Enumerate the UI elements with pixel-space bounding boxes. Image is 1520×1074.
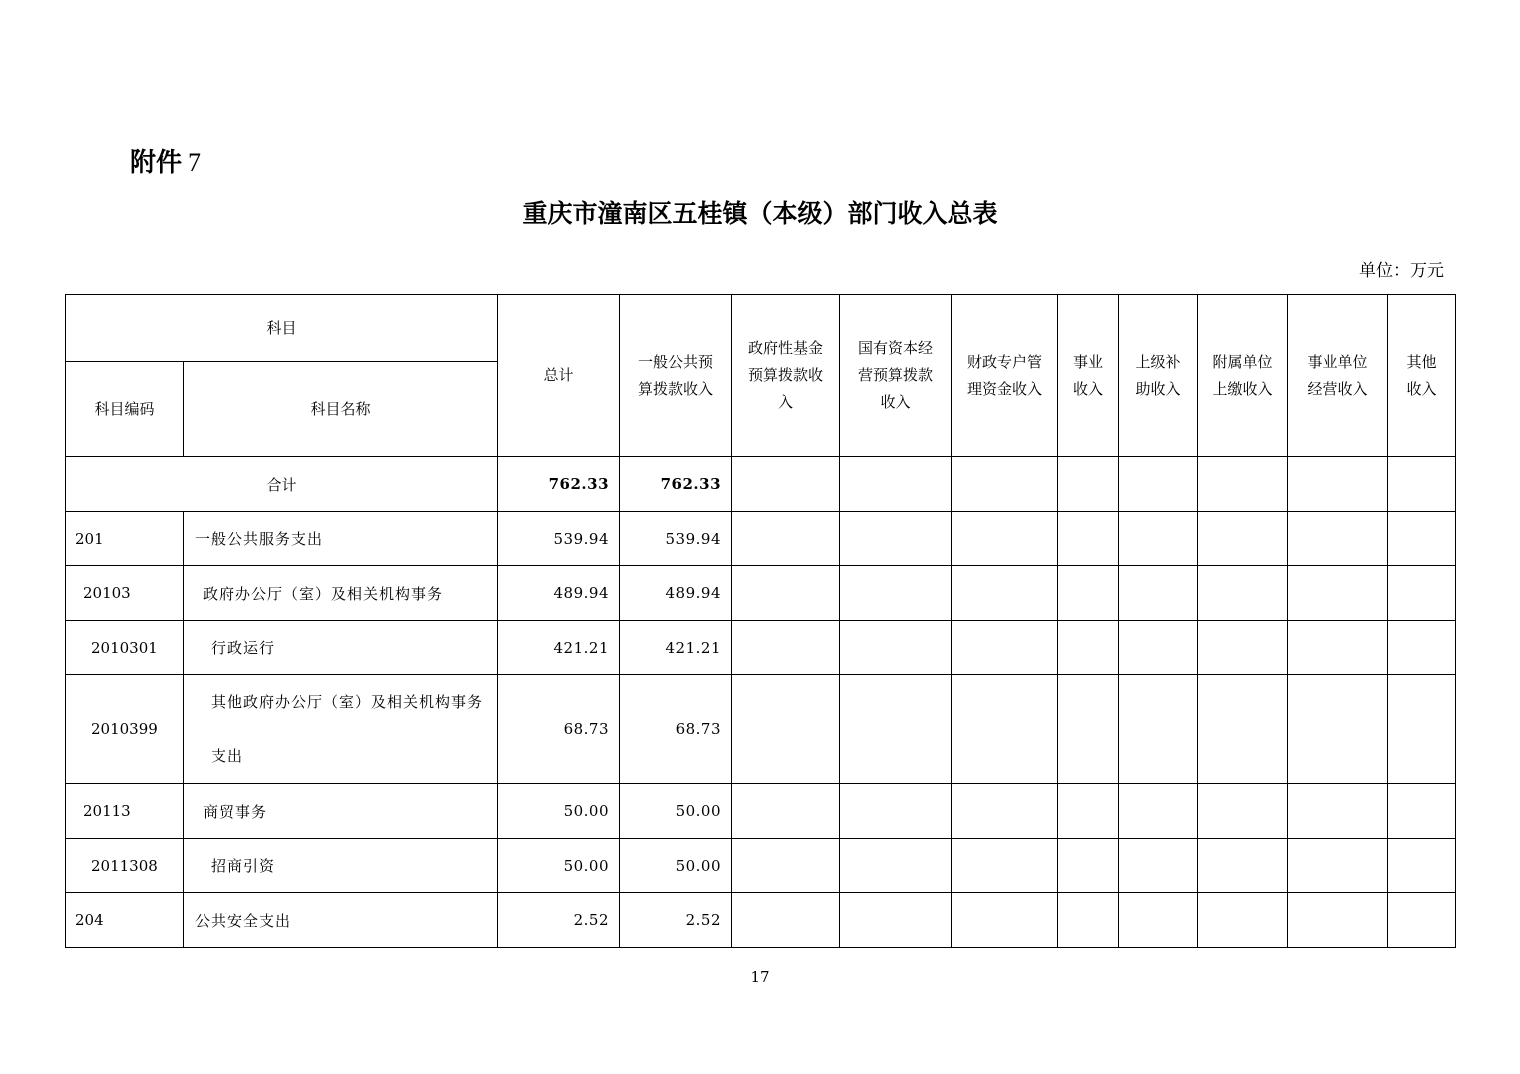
summary-general: 762.33 <box>620 457 732 512</box>
row-general: 50.00 <box>620 784 732 839</box>
header-gov-fund: 政府性基金 预算拨款收 入 <box>732 295 840 457</box>
row-code: 2010399 <box>66 675 184 784</box>
attachment-number: 7 <box>188 148 202 177</box>
row-code: 2011308 <box>66 839 184 893</box>
row-general: 50.00 <box>620 839 732 893</box>
summary-label: 合计 <box>66 457 498 512</box>
header-row-1 <box>66 295 1456 362</box>
page-number: 17 <box>750 968 770 986</box>
header-business-income: 事业 收入 <box>1058 295 1119 457</box>
header-code: 科目编码 <box>66 362 184 457</box>
row-name: 其他政府办公厅（室）及相关机构事务支出 <box>184 675 498 784</box>
header-superior-subsidy: 上级补 助收入 <box>1119 295 1198 457</box>
header-name: 科目名称 <box>184 362 498 457</box>
row-name: 公共安全支出 <box>184 893 498 948</box>
header-affiliated-units: 附属单位 上缴收入 <box>1198 295 1288 457</box>
row-general: 2.52 <box>620 893 732 948</box>
row-name: 一般公共服务支出 <box>184 512 498 566</box>
row-total: 68.73 <box>498 675 620 784</box>
row-name: 政府办公厅（室）及相关机构事务 <box>184 566 498 621</box>
row-code: 20113 <box>66 784 184 839</box>
header-subject: 科目 <box>66 295 498 362</box>
header-special-account: 财政专户管 理资金收入 <box>952 295 1058 457</box>
header-total: 总计 <box>498 295 620 457</box>
row-general: 539.94 <box>620 512 732 566</box>
row-general: 68.73 <box>620 675 732 784</box>
header-state-capital: 国有资本经 营预算拨款 收入 <box>840 295 952 457</box>
table-row <box>66 839 1456 893</box>
row-total: 489.94 <box>498 566 620 621</box>
row-name: 商贸事务 <box>184 784 498 839</box>
row-total: 50.00 <box>498 784 620 839</box>
summary-total: 762.33 <box>498 457 620 512</box>
attachment-label <box>130 142 212 179</box>
income-table <box>65 294 1456 948</box>
row-code: 20103 <box>66 566 184 621</box>
row-total: 421.21 <box>498 621 620 675</box>
table-row <box>66 893 1456 948</box>
table-row <box>66 784 1456 839</box>
table-row <box>66 566 1456 621</box>
table-row <box>66 675 1456 784</box>
table-row <box>66 621 1456 675</box>
row-code: 204 <box>66 893 184 948</box>
row-name: 行政运行 <box>184 621 498 675</box>
header-general-budget: 一般公共预 算拨款收入 <box>620 295 732 457</box>
row-total: 50.00 <box>498 839 620 893</box>
header-other-income: 其他 收入 <box>1388 295 1456 457</box>
row-code: 2010301 <box>66 621 184 675</box>
row-code: 201 <box>66 512 184 566</box>
unit-label: 单位：万元 <box>1359 261 1444 281</box>
summary-row <box>66 457 1456 512</box>
page-title: 重庆市潼南区五桂镇（本级）部门收入总表 <box>522 199 998 228</box>
row-total: 2.52 <box>498 893 620 948</box>
row-general: 489.94 <box>620 566 732 621</box>
row-general: 421.21 <box>620 621 732 675</box>
header-operating-income: 事业单位 经营收入 <box>1288 295 1388 457</box>
table-row <box>66 512 1456 566</box>
attachment-text: 附件 <box>130 148 183 178</box>
row-name: 招商引资 <box>184 839 498 893</box>
row-total: 539.94 <box>498 512 620 566</box>
